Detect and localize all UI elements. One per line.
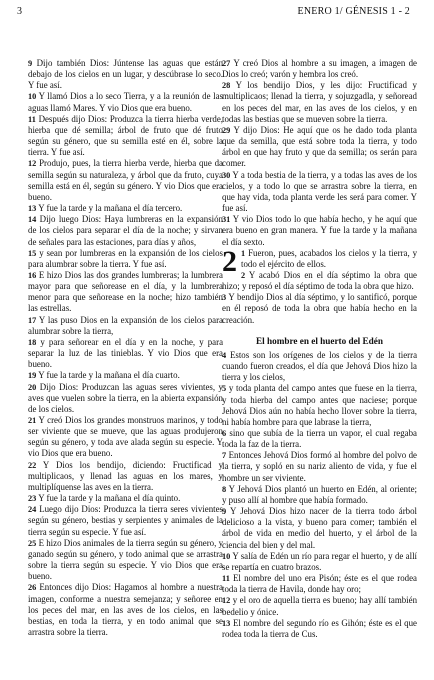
verse-text: Entonces dijo Dios: Hagamos al hombre a nuestra imagen, conforme a nuestra semejanza; y señoree en los peces del mar, en las aves de los cielos, en las bestias, en toda la tierra, y en todo animal que se arrastra sobre la tierra. [28, 582, 223, 637]
chapter-2-verse-1 [222, 244, 418, 278]
verse [222, 618, 417, 640]
verse [28, 337, 223, 370]
verse-number: 25 [28, 538, 37, 548]
verse-number: 30 [222, 170, 231, 180]
chapter-number: 2 [222, 244, 237, 278]
verse [222, 595, 417, 617]
verse-number: 18 [28, 337, 37, 347]
verse-number: 10 [222, 551, 231, 561]
verse-text: El nombre del uno era Pisón; éste es el que rodea toda la tierra de Havila, donde hay oro; [222, 573, 417, 595]
section-heading: El hombre en el huerto del Edén [256, 335, 383, 346]
verse-number: 22 [28, 460, 37, 470]
verse-number: 7 [222, 451, 227, 461]
verse [222, 270, 417, 292]
verse [28, 370, 223, 381]
verse-text: El nombre del segundo río es Gihón; éste es el que rodea toda la tierra de Cus. [222, 617, 417, 639]
verse-number: 1 [241, 248, 246, 258]
verse-text: Produjo, pues, la tierra hierba verde, hierba que da semilla según su naturaleza, y árbol que da fruto, cuya semilla está en él, según su género. Y vio Dios que era bueno. [28, 158, 224, 202]
verse-text: sino que subía de la tierra un vapor, el cual regaba toda la faz de la tierra. [222, 428, 418, 450]
verse [222, 573, 417, 595]
verse-number: 21 [28, 416, 37, 425]
verse-text: Luego dijo Dios: Produzca la tierra seres vivientes según su género, bestias y serpientes y animales de la tierra según su especie. Y fue así. [28, 504, 223, 537]
verse-number: 4 [222, 350, 227, 360]
verse [222, 58, 417, 80]
verse-number: 29 [222, 125, 231, 135]
verse [222, 170, 417, 215]
verse-text: Fueron, pues, acabados los cielos y la tierra, y todo el ejército de ellos. [241, 247, 418, 269]
page-number: 3 [17, 6, 22, 17]
verse-text: y toda planta del campo antes que fuese en la tierra, y toda hierba del campo antes que naciese; porque Jehová Dios aún no había hecho llover sobre la tierra, ni había hombre para que labrase la tierra, [222, 383, 418, 427]
verse-text: E hizo Dios las dos grandes lumbreras; la lumbrera mayor para que señorease en el día, y la lumbrera menor para que señorease en la noche; hizo también las estrellas. [28, 269, 223, 314]
verse [222, 350, 417, 383]
verse [28, 504, 223, 537]
verse [28, 270, 223, 315]
verse [28, 493, 223, 504]
verse [28, 415, 223, 460]
verse-text: Estos son los orígenes de los cielos y de la tierra cuando fueron creados, el día que Jehová Dios hizo la tierra y los cielos, [222, 349, 418, 383]
verse-number: 27 [222, 59, 231, 68]
verse-number: 6 [222, 429, 227, 438]
verse-number: 20 [28, 382, 37, 392]
verse [28, 248, 223, 270]
verse-number: 13 [28, 204, 37, 214]
verse-number: 15 [28, 248, 37, 258]
right-column [222, 58, 417, 640]
verses-eden [222, 350, 417, 640]
verse-number: 14 [28, 215, 37, 225]
verse-number: 2 [241, 270, 246, 280]
verse-number: 5 [222, 384, 227, 394]
verse-text: Dijo luego Dios: Haya lumbreras en la expansión de los cielos para separar el día de la noche; y sirvan de señales para las estaciones, para días y años, [28, 214, 223, 247]
verse-number: 23 [28, 494, 37, 504]
verse [28, 460, 223, 493]
left-column [28, 58, 223, 638]
verse [28, 315, 223, 337]
verse [28, 58, 223, 91]
verse [222, 428, 417, 450]
verse-text: y para señorear en el día y en la noche, y para separar la luz de las tinieblas. Y vio Dios que era bueno. [28, 336, 224, 370]
verse-text: Y vio Dios todo lo que había hecho, y he aquí que era bueno en gran manera. Y fue la tarde y la mañana el día sexto. [222, 214, 417, 247]
verse-number: 28 [222, 81, 231, 91]
verse-text: Y creó Dios al hombre a su imagen, a imagen de Dios lo creó; varón y hembra los creó. [222, 58, 417, 80]
verse-text: Y Jehová Dios hizo nacer de la tierra todo árbol delicioso a la vista, y bueno para comer; también el árbol de vida en medio del huerto, y el árbol de la ciencia del bien y del mal. [222, 506, 418, 550]
verses-chapter-2-start [222, 270, 417, 326]
verse-text: Dijo Dios: Produzcan las aguas seres vivientes, y aves que vuelen sobre la tierra, en la abierta expansión de los cielos. [28, 381, 223, 414]
verse-number: 11 [28, 114, 36, 124]
verse-number: 12 [222, 596, 231, 606]
verse [28, 91, 223, 113]
verse-number: 24 [28, 505, 37, 515]
verse-text: Después dijo Dios: Produzca la tierra hierba verde, hierba que dé semilla; árbol de fruto que dé fruto según su género, que su semilla esté en él, sobre la tierra. Y fue así. [28, 113, 224, 158]
verse [222, 214, 417, 247]
verse-number: 26 [28, 583, 37, 593]
verse-text: Y fue la tarde y la mañana el día tercero. [38, 203, 183, 214]
verse-number: 3 [222, 293, 227, 303]
verse-text: y sean por lumbreras en la expansión de los cielos para alumbrar sobre la tierra. Y fue así. [28, 247, 224, 269]
verse-text: Y acabó Dios en el día séptimo la obra que hizo; y reposó el día séptimo de toda la obra que hizo. [222, 269, 417, 292]
verse-text: Y fue la tarde y la mañana el día cuarto. [38, 370, 180, 381]
verse-number: 8 [222, 484, 227, 494]
verse [28, 582, 223, 638]
verse-text: Y fue la tarde y la mañana el día quinto. [38, 493, 181, 504]
verse [222, 551, 417, 573]
running-header: ENERO 1/ GÉNESIS 1 - 2 [297, 6, 410, 17]
verse [222, 484, 417, 506]
verse-number: 17 [28, 315, 37, 325]
verse-text: Y las puso Dios en la expansión de los cielos para alumbrar sobre la tierra, [28, 314, 223, 336]
verse-number: 12 [28, 159, 37, 169]
verse-text: Y a toda bestia de la tierra, y a todas las aves de los cielos, y a todo lo que se arrastra sobre la tierra, en que hay vida, toda planta verde les será para comer. Y fue así. [222, 169, 417, 214]
verse-text: y el oro de aquella tierra es bueno; hay allí también bedelio y ónice. [222, 595, 418, 617]
verse [28, 382, 223, 415]
verse-text: Entonces Jehová Dios formó al hombre del polvo de la tierra, y sopló en su nariz aliento de vida, y fue el hombre un ser viviente. [222, 450, 418, 483]
verse [28, 538, 223, 583]
verse-text: Y llamó Dios a lo seco Tierra, y a la reunión de las aguas llamó Mares. Y vio Dios que era bueno. [28, 91, 224, 113]
verse-text: Dijo también Dios: Júntense las aguas que están debajo de los cielos en un lugar, y descúbrase lo seco. Y fue así. [28, 58, 224, 91]
verse [28, 203, 223, 214]
verse [222, 125, 417, 170]
verse [28, 158, 223, 203]
verse-number: 9 [28, 59, 33, 68]
verse [222, 450, 417, 483]
verse-text: Y creó Dios los grandes monstruos marinos, y todo ser viviente que se mueve, que las aguas produjeron según su género, y toda ave alada según su especie. Y vio Dios que era bueno. [28, 415, 223, 459]
verse-text: Y los bendijo Dios, y les dijo: Fructificad y multiplicaos; llenad la tierra, y sojuzgadla, y señoread en los peces del mar, en las aves de los cielos, y en todas las bestias que se mueven sobre la tierra. [222, 80, 417, 124]
verse-number: 31 [222, 215, 231, 225]
verse [222, 506, 417, 551]
verse-number: 11 [222, 574, 230, 584]
verse-text: Y dijo Dios: He aquí que os he dado toda planta que da semilla, que está sobre toda la tierra, y todo árbol en que hay fruto y que da semilla; os serán para comer. [222, 124, 418, 169]
verse [222, 80, 417, 125]
verse-number: 9 [222, 507, 227, 517]
verses-chapter-1-end [222, 58, 417, 248]
verse [222, 383, 417, 428]
verse-number: 13 [222, 618, 231, 628]
verse-text: Y bendijo Dios al día séptimo, y lo santificó, porque en él reposó de toda la obra que había hecho en la creación. [222, 292, 417, 325]
verse-text: Y Jehová Dios plantó un huerto en Edén, al oriente; y puso allí al hombre que había formado. [222, 483, 417, 505]
verse-text: Y Dios los bendijo, diciendo: Fructificad y multiplicaos, y llenad las aguas en los mares, y multiplíquense las aves en la tierra. [28, 459, 224, 492]
verse-text: Y salía de Edén un río para regar el huerto, y de allí se repartía en cuatro brazos. [222, 550, 417, 572]
verse-text: E hizo Dios animales de la tierra según su género, y ganado según su género, y todo animal que se arrastra sobre la tierra según su especie. Y vio Dios que era bueno. [28, 537, 224, 582]
verse-number: 10 [28, 92, 37, 102]
verse-number: 16 [28, 270, 37, 280]
verse [222, 292, 417, 325]
verse-number: 19 [28, 371, 37, 381]
verse [28, 214, 223, 247]
verse [28, 114, 223, 159]
